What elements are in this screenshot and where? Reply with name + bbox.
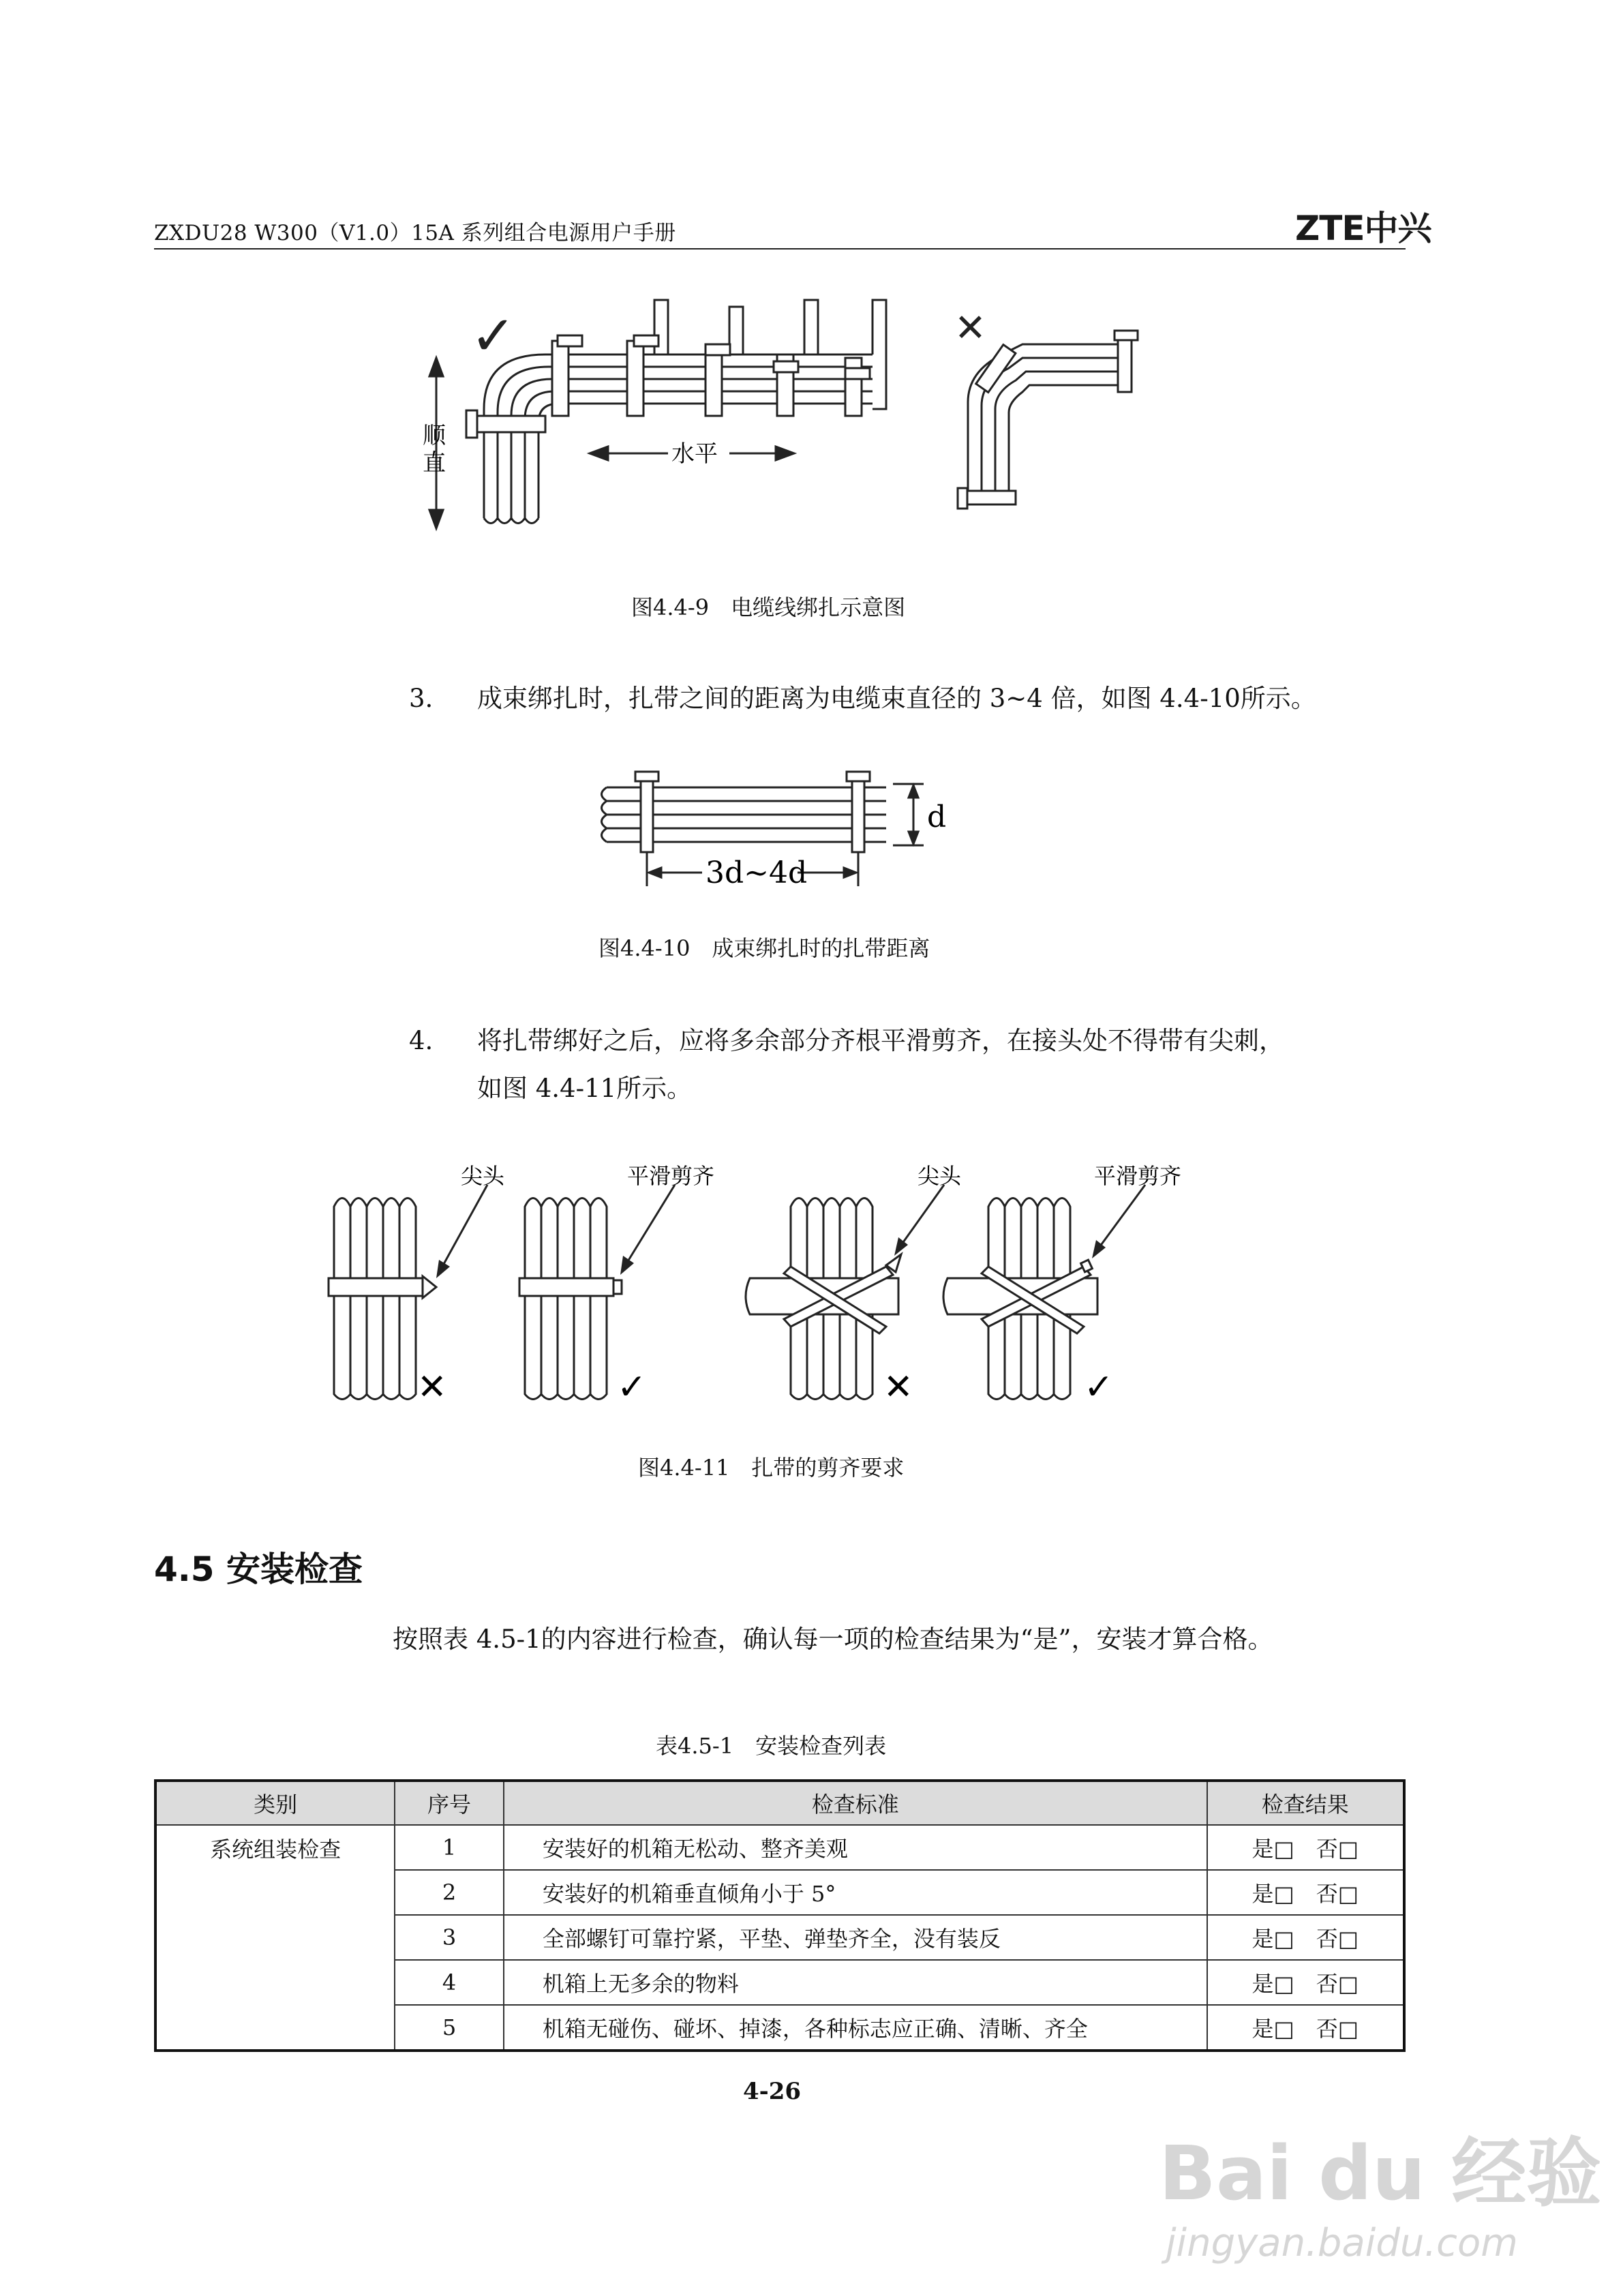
watermark-url: jingyan.baidu.com	[1166, 2221, 1518, 2265]
list-text-4-line2: 如图 4.4-11所示。	[477, 1074, 693, 1103]
check-mark: ✓	[470, 304, 517, 367]
list-text-3: 成束绑扎时，扎带之间的距离为电缆束直径的 3~4 倍，如图 4.4-10所示。	[477, 684, 1316, 713]
table-row	[155, 1825, 1404, 1870]
header-category: 类别	[155, 1781, 395, 1825]
row-number: 1	[395, 1825, 504, 1870]
section-title: 4.5 安装检查	[154, 1550, 363, 1589]
figure-caption-4-4-11: 图4.4-11 扎带的剪齐要求	[638, 1455, 905, 1481]
list-number-4: 4.	[409, 1026, 434, 1055]
list-text-4-line1: 将扎带绑好之后，应将多余部分齐根平滑剪齐，在接头处不得带有尖刺，	[477, 1026, 1284, 1055]
cross-mark-1: ✕	[417, 1367, 447, 1408]
check-mark-1: ✓	[617, 1367, 647, 1408]
category-cell: 系统组装检查	[155, 1825, 395, 2051]
vertical-label-1: 顺	[423, 422, 446, 449]
header-result: 检查结果	[1207, 1781, 1404, 1825]
header-standard: 检查标准	[504, 1781, 1207, 1825]
figure-caption-4-4-9: 图4.4-9 电缆线绑扎示意图	[631, 594, 906, 620]
row-result-checkbox[interactable]: 是□ 否□	[1207, 1960, 1404, 2005]
row-number: 3	[395, 1915, 504, 1960]
section-intro: 按照表 4.5-1的内容进行检查，确认每一项的检查结果为“是”，安装才算合格。	[393, 1625, 1273, 1654]
watermark-brand: Bai du 经验	[1159, 2130, 1602, 2217]
row-result-checkbox[interactable]: 是□ 否□	[1207, 2005, 1404, 2051]
header-number: 序号	[395, 1781, 504, 1825]
watermark	[1159, 2113, 1601, 2265]
label-smooth-trim-1: 平滑剪齐	[627, 1163, 715, 1189]
row-number: 2	[395, 1870, 504, 1915]
diameter-label: d	[927, 800, 947, 834]
table-caption: 表4.5-1 安装检查列表	[656, 1733, 887, 1759]
check-mark-2: ✓	[1084, 1367, 1114, 1408]
table-header-row	[155, 1781, 1404, 1825]
row-number: 4	[395, 1960, 504, 2005]
vertical-label-2: 直	[423, 449, 446, 477]
figure-caption-4-4-10: 图4.4-10 成束绑扎时的扎带距离	[598, 935, 930, 961]
label-smooth-trim-2: 平滑剪齐	[1094, 1163, 1182, 1189]
row-standard: 安装好的机箱无松动、整齐美观	[504, 1825, 1207, 1870]
row-standard: 机箱上无多余的物料	[504, 1960, 1207, 2005]
row-standard: 安装好的机箱垂直倾角小于 5°	[504, 1870, 1207, 1915]
row-result-checkbox[interactable]: 是□ 否□	[1207, 1870, 1404, 1915]
spacing-label: 3d~4d	[706, 856, 808, 890]
cross-mark: ✕	[954, 306, 986, 350]
row-result-checkbox[interactable]: 是□ 否□	[1207, 1915, 1404, 1960]
label-sharp-tip-2: 尖头	[917, 1163, 962, 1189]
header-title: ZXDU28 W300（V1.0）15A 系列组合电源用户手册	[154, 221, 676, 245]
row-standard: 全部螺钉可靠拧紧，平垫、弹垫齐全，没有装反	[504, 1915, 1207, 1960]
label-sharp-tip-1: 尖头	[461, 1163, 505, 1189]
row-result-checkbox[interactable]: 是□ 否□	[1207, 1825, 1404, 1870]
list-number-3: 3.	[409, 684, 434, 713]
zte-logo: ZTE中兴	[1295, 209, 1431, 248]
row-standard: 机箱无碰伤、碰坏、掉漆，各种标志应正确、清晰、齐全	[504, 2005, 1207, 2051]
page-number: 4-26	[743, 2078, 802, 2105]
row-number: 5	[395, 2005, 504, 2051]
install-check-table	[154, 1779, 1406, 2052]
cross-mark-2: ✕	[883, 1367, 913, 1408]
horizontal-label: 水平	[671, 440, 718, 468]
